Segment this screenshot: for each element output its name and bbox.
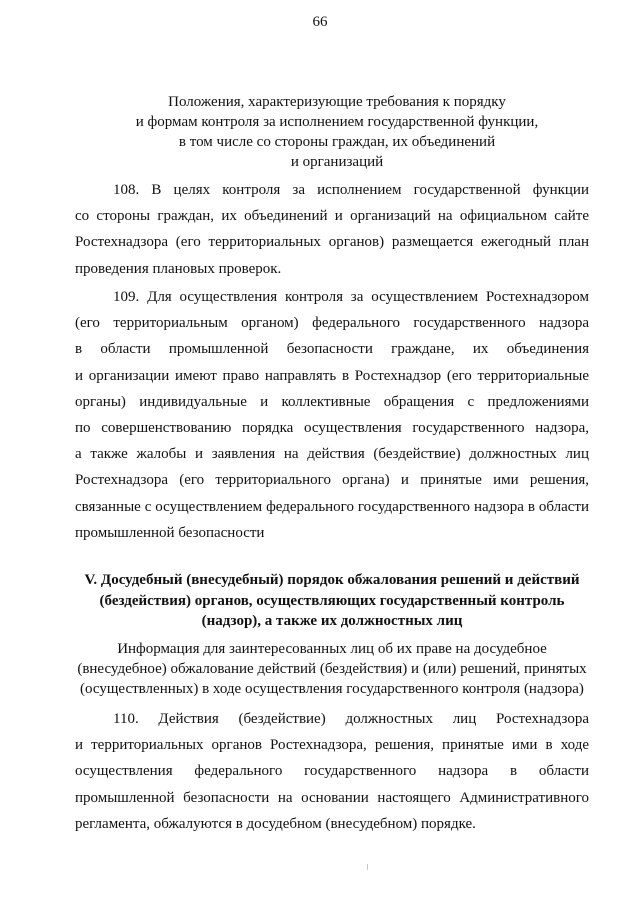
paragraph-line: 110. Действия (бездействие) должностных лиц Ростехнадзора	[113, 711, 589, 727]
heading-line: и формам контроля за исполнением государственной функции,	[135, 114, 539, 130]
paragraph-line: осуществления федерального государственного надзора в области	[75, 763, 589, 780]
info-heading-line: Информация для заинтересованных лиц об их праве на досудебное	[117, 641, 547, 657]
paragraph-line: а также жалобы и заявления на действия (бездействие) должностных лиц	[75, 446, 589, 463]
info-heading-line: (осуществленных) в ходе осуществления государственного контроля (надзора)	[80, 681, 584, 697]
section-v-title	[75, 570, 589, 632]
heading-line: Положения, характеризующие требования к порядку	[168, 94, 506, 110]
section-title-line: V. Досудебный (внесудебный) порядок обжалования решений и действий	[84, 572, 580, 588]
paragraph-109	[75, 284, 589, 546]
paragraph-line: промышленной безопасности на основании настоящего Административного	[75, 789, 589, 806]
section-title-line: (бездействия) органов, осуществляющих государственный контроль	[99, 592, 565, 609]
paragraph-line: связанные с осуществлением федерального государственного надзора в области	[75, 498, 589, 515]
scan-artifact	[367, 864, 368, 870]
page-number: 66	[312, 14, 328, 30]
paragraph-line: регламента, обжалуются в досудебном (внесудебном) порядке.	[75, 815, 476, 832]
paragraph-line: Ростехнадзора (его территориальных органов) размещается ежегодный план	[75, 234, 589, 251]
paragraph-line: и организации имеют право направлять в Ростехнадзор (его территориальные	[75, 367, 589, 384]
paragraph-line: по совершенствованию порядка осуществления государственного надзора,	[75, 419, 589, 436]
info-heading-line: (внесудебное) обжалование действий (бездействия) и (или) решений, принятых	[77, 661, 587, 677]
paragraph-110	[75, 706, 589, 837]
heading-line: и организаций	[290, 154, 384, 170]
section-heading-control-requirements	[100, 92, 574, 172]
paragraph-line: органы) индивидуальные и коллективные обращения с предложениями	[75, 393, 589, 410]
paragraph-line: Ростехнадзора (его территориального органа) и принятые ими решения,	[75, 472, 589, 489]
paragraph-line: 109. Для осуществления контроля за осуществлением Ростехнадзором	[113, 289, 589, 305]
info-heading	[75, 639, 589, 699]
paragraph-line: (его территориальным органом) федерального государственного надзора	[75, 315, 589, 332]
paragraph-line: и территориальных органов Ростехнадзора, решения, принятые ими в ходе	[75, 737, 589, 754]
paragraph-line: промышленной безопасности	[75, 524, 265, 541]
section-title-line: (надзор), а также их должностных лиц	[201, 613, 463, 629]
paragraph-line: со стороны граждан, их объединений и организаций на официальном сайте	[75, 208, 589, 225]
paragraph-line: в области промышленной безопасности граждане, их объединения	[75, 341, 589, 358]
paragraph-108	[75, 177, 589, 282]
paragraph-line: 108. В целях контроля за исполнением государственной функции	[113, 182, 589, 198]
paragraph-line: проведения плановых проверок.	[75, 260, 282, 277]
heading-line: в том числе со стороны граждан, их объединений	[178, 134, 496, 150]
